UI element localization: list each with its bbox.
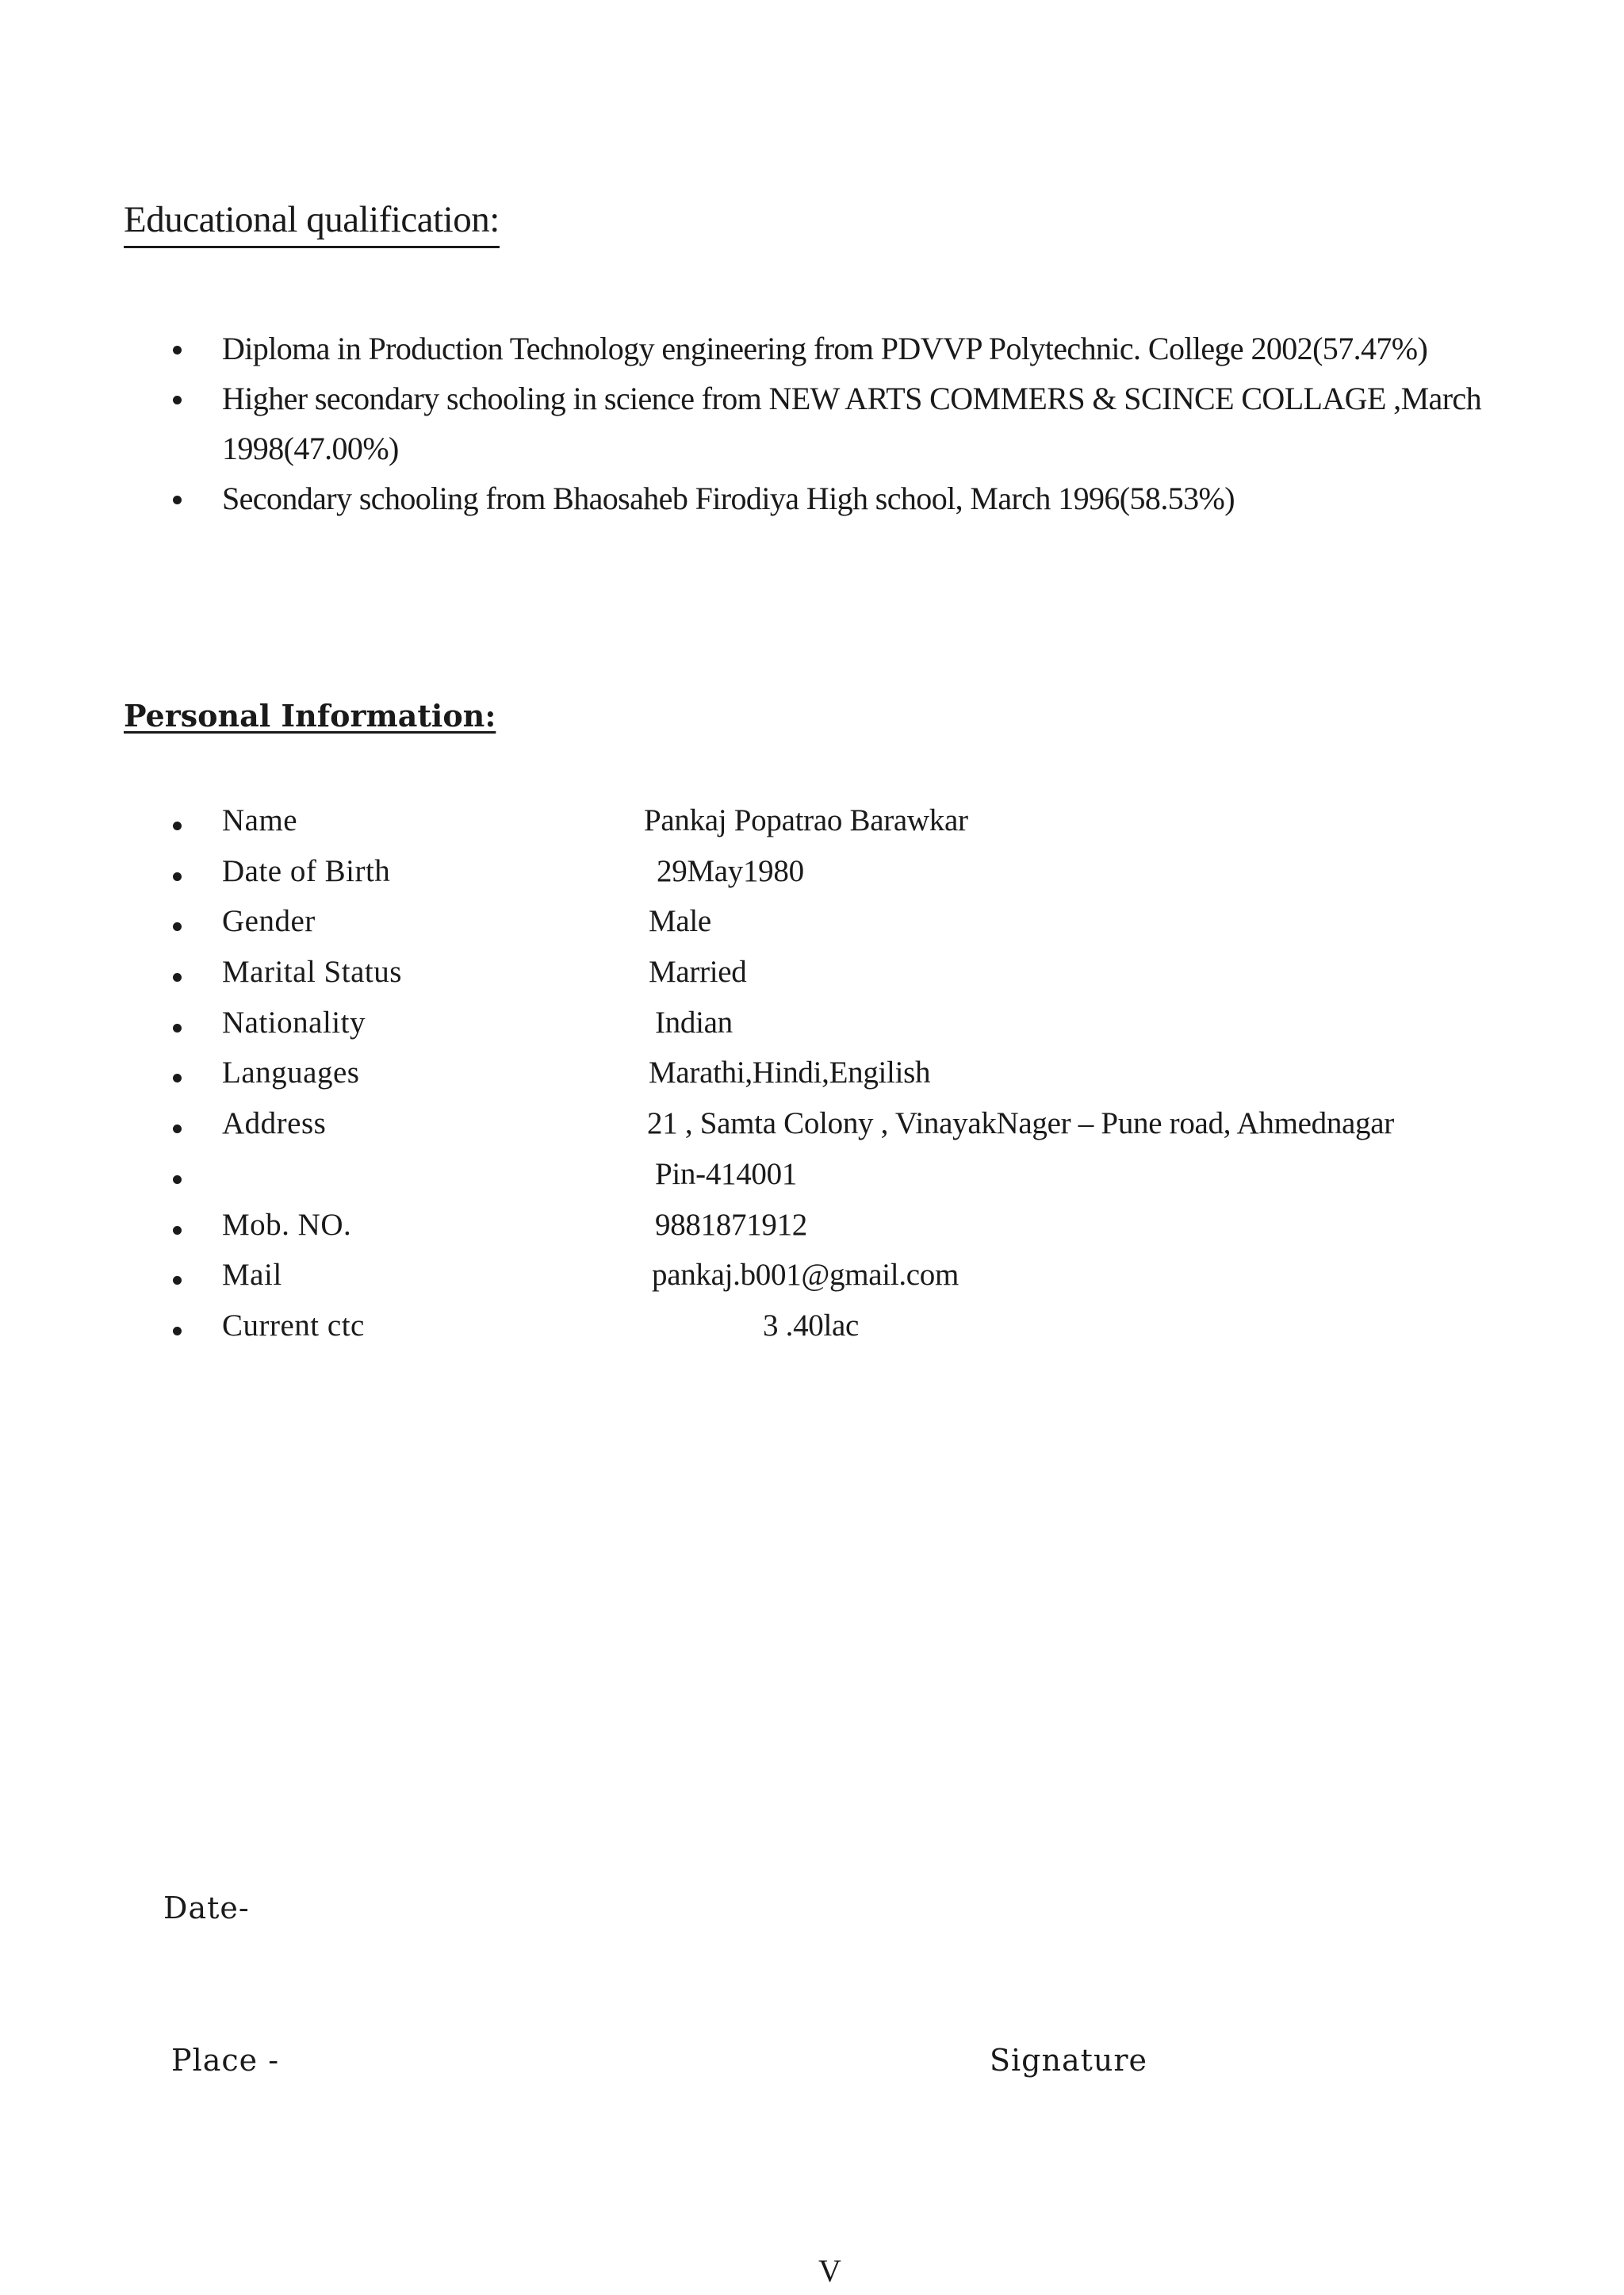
field-value: pankaj.b001@gmail.com bbox=[652, 1258, 959, 1293]
field-label: Marital Status bbox=[222, 955, 402, 990]
personal-info-row bbox=[0, 1050, 1624, 1101]
personal-info-heading: Personal Information: bbox=[124, 698, 496, 734]
bullet-icon bbox=[173, 346, 182, 354]
field-value: 21 , Samta Colony , VinayakNager – Pune road, Ahmednagar bbox=[647, 1106, 1394, 1141]
personal-info-row bbox=[0, 1202, 1624, 1253]
education-item bbox=[0, 324, 1624, 374]
signature-label: Signature bbox=[990, 2043, 1148, 2078]
field-value: Male bbox=[649, 904, 711, 939]
personal-info-row bbox=[0, 1101, 1624, 1151]
personal-info-row bbox=[0, 1252, 1624, 1303]
field-label: Languages bbox=[222, 1056, 360, 1090]
field-label: Date of Birth bbox=[222, 853, 391, 888]
bullet-icon bbox=[173, 973, 182, 982]
personal-info-row bbox=[0, 1151, 1624, 1202]
field-label: Mob. NO. bbox=[222, 1207, 352, 1242]
field-value: Indian bbox=[655, 1005, 733, 1040]
bullet-icon bbox=[173, 496, 182, 504]
field-label: Mail bbox=[222, 1258, 282, 1293]
personal-info-row bbox=[0, 949, 1624, 1000]
education-list bbox=[0, 324, 1624, 523]
bullet-icon bbox=[173, 1175, 182, 1184]
bullet-icon bbox=[173, 1327, 182, 1335]
personal-info-row bbox=[0, 1303, 1624, 1354]
education-item-text: Higher secondary schooling in science from NEW ARTS COMMERS & SCINCE COLLAGE ,March bbox=[222, 381, 1481, 416]
field-label: Current ctc bbox=[222, 1308, 365, 1343]
bullet-icon bbox=[173, 922, 182, 931]
education-heading: Educational qualification: bbox=[124, 198, 500, 248]
field-label: Address bbox=[222, 1106, 327, 1141]
bullet-icon bbox=[173, 822, 182, 830]
education-item-text: Secondary schooling from Bhaosaheb Firodiya High school, March 1996(58.53%) bbox=[222, 481, 1235, 516]
education-item-text: Diploma in Production Technology engineering from PDVVP Polytechnic. College 2002(57.47%) bbox=[222, 331, 1428, 366]
personal-info-list bbox=[0, 798, 1624, 1354]
place-label: Place - bbox=[171, 2043, 280, 2078]
field-label: Nationality bbox=[222, 1005, 366, 1040]
education-item bbox=[0, 374, 1624, 473]
bullet-icon bbox=[173, 1226, 182, 1235]
page-mark: V bbox=[818, 2253, 841, 2289]
bullet-icon bbox=[173, 396, 182, 404]
bullet-icon bbox=[173, 872, 182, 881]
personal-info-row bbox=[0, 898, 1624, 949]
field-value: Marathi,Hindi,Engilish bbox=[649, 1056, 931, 1090]
field-value: 3 .40lac bbox=[763, 1308, 860, 1343]
education-item bbox=[0, 473, 1624, 523]
personal-info-row bbox=[0, 849, 1624, 899]
bullet-icon bbox=[173, 1276, 182, 1285]
bullet-icon bbox=[173, 1074, 182, 1082]
field-value: Pin-414001 bbox=[655, 1156, 798, 1191]
field-label: Name bbox=[222, 803, 298, 837]
personal-info-row bbox=[0, 798, 1624, 849]
field-value: 9881871912 bbox=[655, 1207, 808, 1242]
personal-info-row bbox=[0, 1000, 1624, 1051]
field-value: Married bbox=[649, 955, 747, 990]
bullet-icon bbox=[173, 1024, 182, 1033]
education-item-text-continued: 1998(47.00%) bbox=[222, 431, 399, 466]
date-label: Date- bbox=[163, 1891, 250, 1925]
field-value: Pankaj Popatrao Barawkar bbox=[644, 803, 968, 837]
field-value: 29May1980 bbox=[657, 853, 804, 888]
field-label: Gender bbox=[222, 904, 316, 939]
bullet-icon bbox=[173, 1125, 182, 1133]
